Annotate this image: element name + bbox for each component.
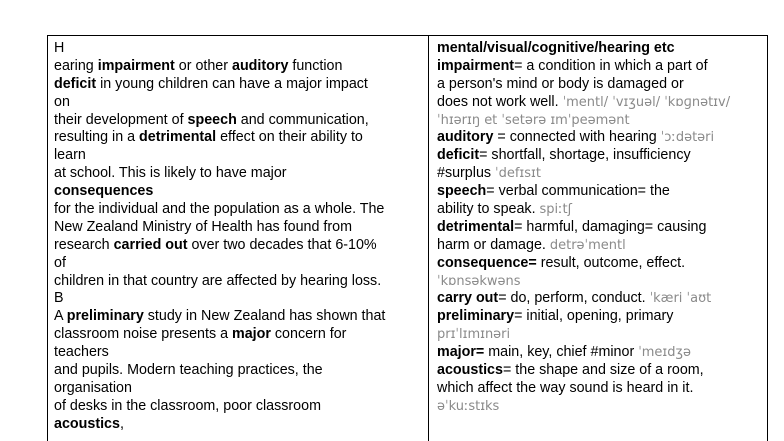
glossary-definition: = harmful, damaging= causing	[514, 218, 707, 235]
vocabulary-table	[47, 35, 768, 441]
passage-text: function	[288, 57, 343, 74]
glossary-line	[437, 255, 765, 273]
glossary-definition: a person's mind or body is damaged or	[437, 75, 684, 92]
passage-line	[54, 416, 424, 434]
glossary-line	[437, 40, 765, 58]
glossary-term: acoustics	[437, 362, 503, 379]
passage-text: children in that country are affected by hearing loss.	[54, 272, 382, 289]
glossary-line	[437, 290, 765, 308]
key-term: detrimental	[139, 129, 217, 146]
passage-text: B	[54, 290, 64, 307]
glossary-line	[437, 201, 765, 219]
passage-text: or other	[174, 57, 232, 74]
glossary-definition: = initial, opening, primary	[514, 308, 674, 325]
passage-text: effect on their ability to	[216, 129, 363, 146]
phonetic-transcription: ˈɔːdətəri	[660, 130, 715, 146]
glossary-term: deficit	[437, 147, 480, 164]
key-term: impairment	[97, 57, 175, 74]
passage-line	[54, 201, 424, 219]
passage-line	[54, 380, 424, 398]
glossary-term: consequence=	[437, 254, 537, 271]
glossary-definition: harm or damage.	[437, 236, 550, 253]
passage-column	[54, 40, 424, 434]
glossary-line	[437, 273, 765, 291]
passage-line	[54, 255, 424, 273]
glossary-column	[437, 40, 765, 416]
passage-line	[54, 165, 424, 183]
passage-text: over two decades that 6-10%	[187, 236, 377, 253]
column-divider	[428, 36, 429, 441]
glossary-definition: which affect the way sound is heard in it.	[437, 379, 694, 396]
glossary-definition: = the shape and size of a room,	[502, 362, 704, 379]
glossary-definition: does not work well.	[437, 93, 563, 110]
glossary-line	[437, 112, 765, 130]
glossary-definition: = connected with hearing	[493, 129, 661, 146]
passage-text: organisation	[54, 379, 132, 396]
glossary-line	[437, 147, 765, 165]
passage-line	[54, 94, 424, 112]
glossary-line	[437, 326, 765, 344]
glossary-line	[437, 165, 765, 183]
passage-text: and pupils. Modern teaching practices, the	[54, 362, 323, 379]
glossary-line	[437, 344, 765, 362]
key-term: speech	[187, 111, 237, 128]
glossary-term: major=	[437, 344, 485, 361]
phonetic-transcription: əˈkuːstɪks	[437, 398, 500, 414]
passage-text: classroom noise presents a	[54, 326, 232, 343]
passage-text: of	[54, 254, 66, 271]
phonetic-transcription: ˈmentl/ ˈvɪʒuəl/ ˈkɒɡnətɪv/	[562, 94, 731, 110]
passage-text: for the individual and the population as a whole. The	[54, 201, 385, 218]
glossary-line	[437, 94, 765, 112]
passage-line	[54, 58, 424, 76]
passage-line	[54, 344, 424, 362]
key-term: auditory	[232, 57, 289, 74]
passage-text: their development of	[54, 111, 188, 128]
passage-line	[54, 183, 424, 201]
passage-line	[54, 129, 424, 147]
passage-line	[54, 308, 424, 326]
passage-text: teachers	[54, 344, 109, 361]
glossary-definition: = a condition in which a part of	[514, 57, 708, 74]
passage-text: ,	[119, 415, 124, 432]
key-term: major	[232, 326, 271, 343]
glossary-definition: result, outcome, effect.	[536, 254, 686, 271]
glossary-line	[437, 183, 765, 201]
glossary-definition: main, key, chief #minor	[484, 344, 639, 361]
passage-text: of desks in the classroom, poor classroom	[54, 397, 321, 414]
glossary-line	[437, 237, 765, 255]
passage-line	[54, 237, 424, 255]
phonetic-transcription: prɪˈlɪmɪnəri	[437, 327, 511, 343]
phonetic-transcription: ˈmeɪdʒə	[638, 345, 692, 361]
phonetic-transcription: ˈkæri ˈaʊt	[649, 291, 712, 307]
passage-text: research	[54, 236, 114, 253]
passage-text: earing	[54, 57, 98, 74]
passage-line	[54, 398, 424, 416]
phonetic-transcription: detrəˈmentl	[549, 237, 626, 253]
glossary-definition: = verbal communication= the	[486, 183, 670, 200]
passage-line	[54, 76, 424, 94]
glossary-term: detrimental	[437, 218, 515, 235]
glossary-term: impairment	[437, 57, 515, 74]
glossary-line	[437, 380, 765, 398]
phonetic-transcription: ˈdefɪsɪt	[495, 166, 541, 182]
glossary-definition: = shortfall, shortage, insufficiency	[479, 147, 691, 164]
glossary-line	[437, 58, 765, 76]
glossary-term: preliminary	[437, 308, 515, 325]
passage-text: in young children can have a major impact	[96, 75, 368, 92]
glossary-line	[437, 129, 765, 147]
glossary-term: carry out	[437, 290, 499, 307]
glossary-term: speech	[437, 183, 487, 200]
glossary-term: mental/visual/cognitive/hearing etc	[437, 40, 675, 56]
glossary-term: auditory	[437, 129, 494, 146]
passage-text: and communication,	[236, 111, 369, 128]
glossary-line	[437, 398, 765, 416]
key-term: carried out	[113, 236, 188, 253]
passage-text: learn	[54, 147, 86, 164]
phonetic-transcription: spiːtʃ	[539, 202, 572, 218]
phonetic-transcription: ˈkɒnsəkwəns	[437, 273, 521, 289]
passage-line	[54, 326, 424, 344]
passage-text: A	[54, 308, 67, 325]
passage-text: at school. This is likely to have major	[54, 165, 287, 182]
glossary-line	[437, 76, 765, 94]
passage-line	[54, 40, 424, 58]
passage-text: resulting in a	[54, 129, 140, 146]
key-term: deficit	[54, 75, 97, 92]
passage-line	[54, 147, 424, 165]
key-term: consequences	[54, 183, 154, 200]
phonetic-transcription: ˈhɪərɪŋ et ˈsetərə ɪmˈpeəmənt	[437, 112, 630, 128]
glossary-definition: = do, perform, conduct.	[498, 290, 650, 307]
glossary-line	[437, 362, 765, 380]
glossary-definition: ability to speak.	[437, 201, 540, 218]
passage-text: New Zealand Ministry of Health has found from	[54, 218, 352, 235]
key-term: preliminary	[66, 308, 144, 325]
passage-text: concern for	[270, 326, 347, 343]
passage-line	[54, 112, 424, 130]
glossary-line	[437, 308, 765, 326]
passage-line	[54, 290, 424, 308]
glossary-definition: #surplus	[437, 165, 496, 182]
glossary-line	[437, 219, 765, 237]
passage-text: on	[54, 93, 70, 110]
passage-text: H	[54, 40, 65, 56]
passage-line	[54, 273, 424, 291]
passage-text: study in New Zealand has shown that	[143, 308, 386, 325]
passage-line	[54, 219, 424, 237]
passage-line	[54, 362, 424, 380]
key-term: acoustics	[54, 415, 120, 432]
